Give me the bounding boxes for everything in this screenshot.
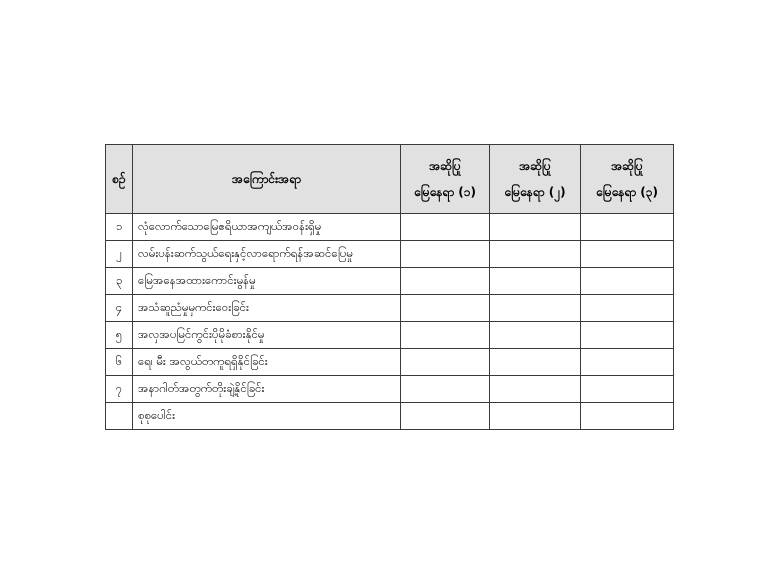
score-cell-site-3[interactable] (581, 349, 674, 376)
header-site-1-line2: မြေနေရာ (၁) (413, 185, 477, 199)
header-site-3-line1: အဆိုပြု (611, 159, 643, 173)
table-row (106, 214, 674, 241)
score-cell-site-2[interactable] (490, 295, 581, 322)
score-cell-site-2[interactable] (490, 268, 581, 295)
row-number: ၂ (106, 241, 133, 268)
score-cell-site-3[interactable] (581, 376, 674, 403)
header-site-2 (490, 145, 581, 214)
score-cell-site-3[interactable] (581, 241, 674, 268)
header-criterion: အကြောင်းအရာ (133, 145, 401, 214)
row-number: ၃ (106, 268, 133, 295)
row-number: ၄ (106, 295, 133, 322)
score-cell-site-1[interactable] (401, 376, 490, 403)
total-cell-site-3[interactable] (581, 403, 674, 430)
table-row (106, 349, 674, 376)
score-cell-site-1[interactable] (401, 322, 490, 349)
header-site-2-line1: အဆိုပြု (519, 159, 551, 173)
score-cell-site-2[interactable] (490, 376, 581, 403)
row-criterion: အလှအပမြင်ကွင်းပိုမိုခံစားနိုင်မှု (133, 322, 401, 349)
score-cell-site-3[interactable] (581, 268, 674, 295)
total-cell-site-2[interactable] (490, 403, 581, 430)
table-row (106, 295, 674, 322)
score-cell-site-1[interactable] (401, 268, 490, 295)
table-header-row (106, 145, 674, 214)
header-number: စဉ် (106, 145, 133, 214)
header-site-2-line2: မြေနေရာ (၂) (504, 185, 566, 199)
row-criterion: လမ်းပန်းဆက်သွယ်ရေးနှင့်လာရောက်ရန်အဆင်ပြေမှု (133, 241, 401, 268)
table-row (106, 268, 674, 295)
score-cell-site-1[interactable] (401, 295, 490, 322)
site-evaluation-table (105, 144, 674, 430)
header-site-3-line2: မြေနေရာ (၃) (595, 185, 659, 199)
score-cell-site-2[interactable] (490, 214, 581, 241)
row-number: ၁ (106, 214, 133, 241)
header-site-1-line1: အဆိုပြု (429, 159, 461, 173)
total-label: စုစုပေါင်း (133, 403, 401, 430)
table-row (106, 376, 674, 403)
score-cell-site-2[interactable] (490, 322, 581, 349)
header-site-3 (581, 145, 674, 214)
row-number (106, 403, 133, 430)
total-cell-site-1[interactable] (401, 403, 490, 430)
score-cell-site-3[interactable] (581, 214, 674, 241)
score-cell-site-1[interactable] (401, 241, 490, 268)
table-row (106, 322, 674, 349)
score-cell-site-2[interactable] (490, 349, 581, 376)
row-number: ၇ (106, 376, 133, 403)
row-criterion: အနာဂါတ်အတွက်တိုးချဲ့နိုင်ခြင်း (133, 376, 401, 403)
table-row (106, 241, 674, 268)
score-cell-site-1[interactable] (401, 214, 490, 241)
score-cell-site-2[interactable] (490, 241, 581, 268)
row-criterion: အသံဆူညံမှုမှကင်းဝေးခြင်း (133, 295, 401, 322)
total-row (106, 403, 674, 430)
score-cell-site-1[interactable] (401, 349, 490, 376)
score-cell-site-3[interactable] (581, 322, 674, 349)
row-number: ၅ (106, 322, 133, 349)
row-number: ၆ (106, 349, 133, 376)
row-criterion: လုံလောက်သောမြေဧရိယာအကျယ်အဝန်းရှိမှု (133, 214, 401, 241)
row-criterion: ရေ၊ မီး အလွယ်တကူရရှိနိုင်ခြင်း (133, 349, 401, 376)
score-cell-site-3[interactable] (581, 295, 674, 322)
header-site-1 (401, 145, 490, 214)
row-criterion: မြေအနေအထားကောင်းမွန်မှု (133, 268, 401, 295)
